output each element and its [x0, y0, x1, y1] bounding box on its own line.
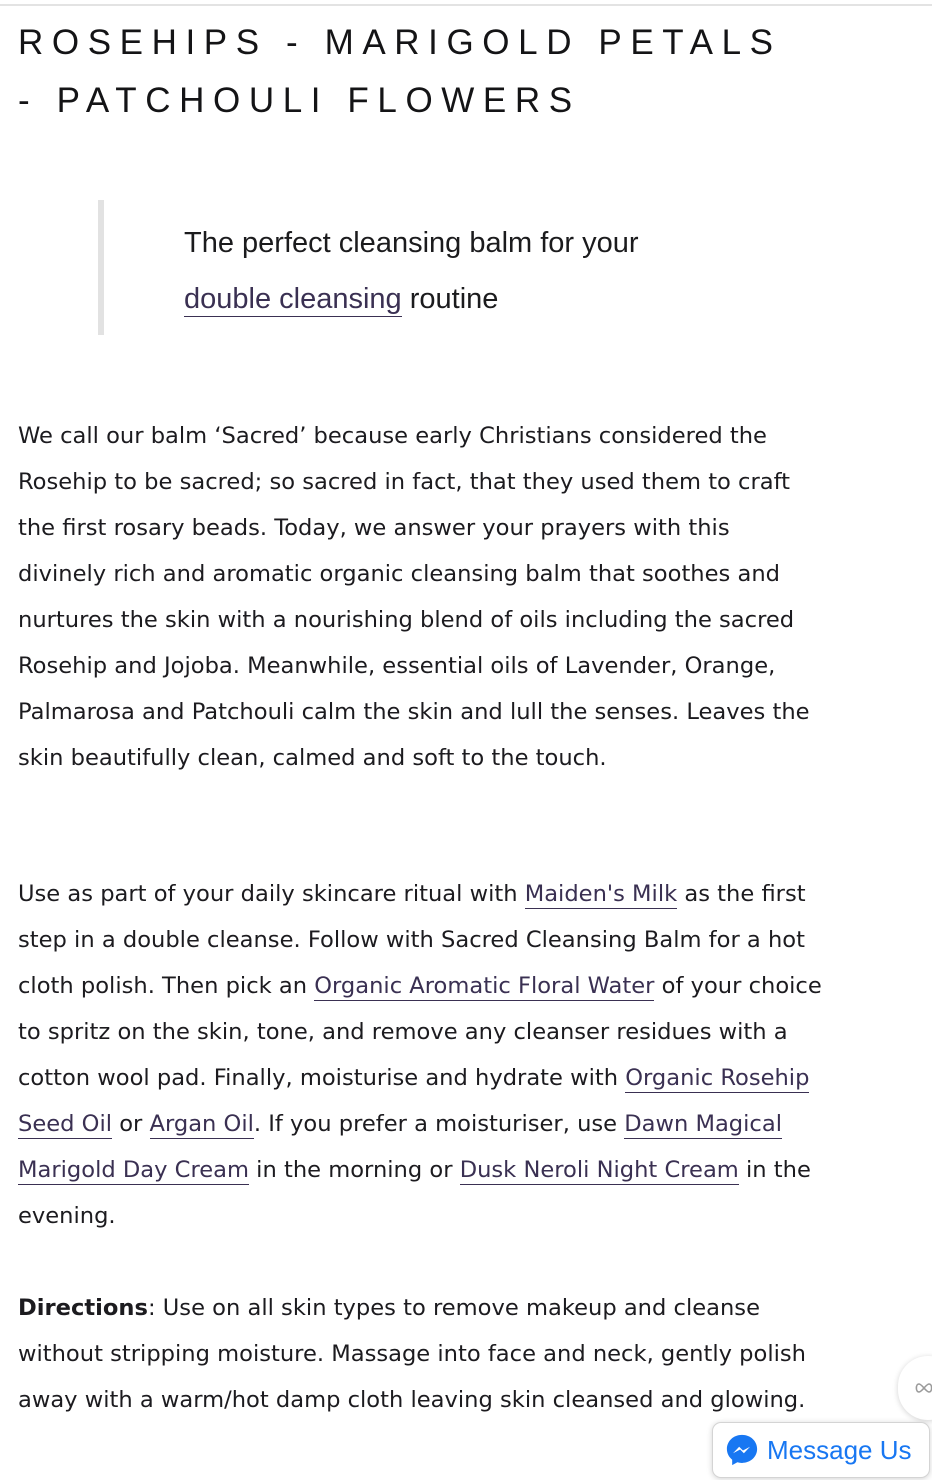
- maidens-milk-link[interactable]: Maiden's Milk: [524, 881, 678, 907]
- top-divider: [0, 4, 932, 6]
- product-heading: [18, 14, 898, 130]
- usage-text: in the morning or: [249, 1157, 460, 1183]
- product-heading-line-2: - PATCHOULI FLOWERS: [18, 81, 581, 120]
- usage-text: in the evening.: [18, 1157, 811, 1229]
- argan-oil-link[interactable]: Argan Oil: [149, 1111, 254, 1137]
- directions-label: Directions: [18, 1295, 148, 1321]
- night-cream-link[interactable]: Dusk Neroli Night Cream: [459, 1157, 739, 1183]
- product-heading-line-1: ROSEHIPS - MARIGOLD PETALS: [18, 23, 782, 62]
- usage-text: as the first step in a double cleanse. Follow with Sacred Cleansing Balm for a hot cloth polish. Then pick an: [18, 881, 806, 999]
- blockquote-text-end: routine: [401, 283, 499, 315]
- directions-text: : Use on all skin types to remove makeup and cleanse without stripping moisture. Massage into face and neck, gently polish away with a warm/hot damp cloth leaving skin cleansed and glowing.: [18, 1295, 806, 1413]
- rosehip-seed-oil-link[interactable]: Organic Rosehip Seed Oil: [18, 1065, 810, 1137]
- directions-paragraph: [18, 1285, 823, 1423]
- usage-paragraph: [18, 871, 823, 1239]
- messenger-icon: [725, 1433, 759, 1467]
- blockquote-text: [184, 215, 804, 327]
- blockquote-text-start: The perfect cleansing balm for your: [184, 227, 639, 259]
- usage-text: Use as part of your daily skincare ritual with: [18, 881, 525, 907]
- floral-water-link[interactable]: Organic Aromatic Floral Water: [314, 973, 655, 999]
- description-paragraph: We call our balm ‘Sacred’ because early Christians considered the Rosehip to be sacred; so sacred in fact, that they used them to craft the first rosary beads. Today, we answer your prayers with this divinely rich and aromatic organic cleansing balm that soothes and nurtures the skin with a nourishing blend of oils including the sacred Rosehip and Jojoba. Meanwhile, essential oils of Lavender, Orange, Palmarosa and Patchouli calm the skin and lull the senses. Leaves the skin beautifully clean, calmed and soft to the touch.: [18, 423, 810, 771]
- usage-text: of your choice to spritz on the skin, tone, and remove any cleanser residues with a cotton wool pad. Finally, moisturise and hydrate with: [18, 973, 822, 1091]
- usage-text: or: [112, 1111, 150, 1137]
- usage-text: . If you prefer a moisturiser, use: [253, 1111, 625, 1137]
- day-cream-link[interactable]: Dawn Magical Marigold Day Cream: [18, 1111, 782, 1183]
- infinity-icon: [914, 1381, 932, 1395]
- side-tab-button[interactable]: [898, 1356, 932, 1420]
- message-us-label: Message Us: [767, 1434, 912, 1465]
- blockquote: [98, 200, 804, 335]
- double-cleansing-link[interactable]: double cleansing: [184, 283, 402, 315]
- message-us-button[interactable]: [712, 1422, 930, 1478]
